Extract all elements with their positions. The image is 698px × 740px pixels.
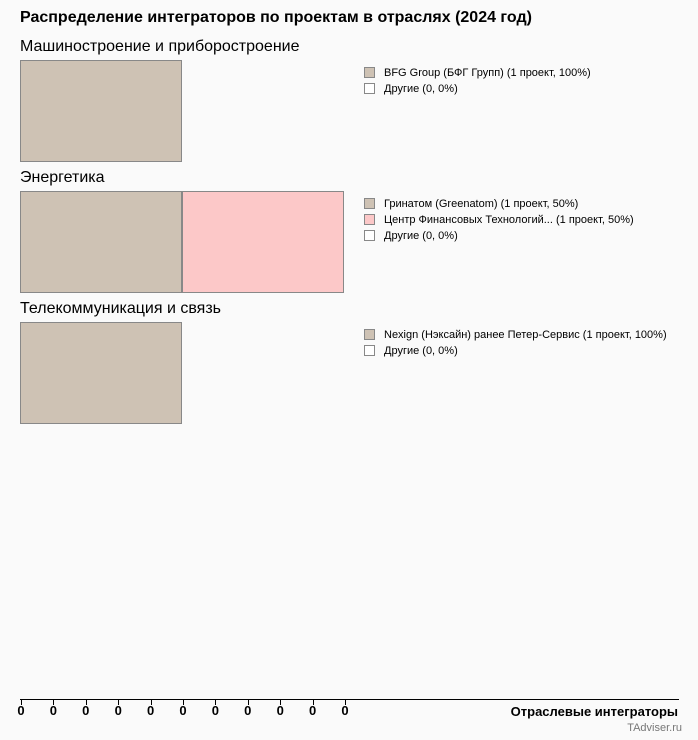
bar-segment[interactable]	[182, 191, 344, 293]
legend-label: Другие (0, 0%)	[384, 345, 458, 357]
group-title: Телекоммуникация и связь	[20, 300, 222, 317]
x-tick-label: 0	[211, 703, 219, 718]
x-axis-title: Отраслевые интеграторы	[510, 704, 678, 719]
bar-segment[interactable]	[20, 60, 182, 162]
legend-swatch	[364, 230, 375, 241]
legend-label: Nexign (Нэксайн) ранее Петер-Сервис (1 проект, 100%)	[384, 329, 667, 341]
bar-segment[interactable]	[20, 322, 182, 424]
x-tick-label: 0	[49, 703, 57, 718]
legend-swatch	[364, 214, 375, 225]
x-tick-label: 0	[179, 703, 187, 718]
legend-swatch	[364, 83, 375, 94]
legend-label: Другие (0, 0%)	[384, 230, 458, 242]
group-title: Энергетика	[20, 169, 105, 186]
bar-segment[interactable]	[20, 191, 182, 293]
group-title: Машиностроение и приборостроение	[20, 38, 300, 55]
x-tick-label: 0	[341, 703, 349, 718]
x-tick-label: 0	[17, 703, 25, 718]
legend-swatch	[364, 345, 375, 356]
x-tick-label: 0	[114, 703, 122, 718]
x-tick-label: 0	[146, 703, 155, 718]
x-tick-label: 0	[276, 703, 284, 718]
chart-title: Распределение интеграторов по проектам в отраслях (2024 год)	[20, 9, 532, 26]
x-tick-label: 0	[308, 703, 317, 718]
x-tick-label: 0	[244, 703, 252, 718]
legend-swatch	[364, 329, 375, 340]
legend-label: Гринатом (Greenatom) (1 проект, 50%)	[384, 198, 579, 210]
source-label: TAdviser.ru	[627, 722, 682, 734]
legend-label: Центр Финансовых Технологий... (1 проект, 50%)	[384, 214, 634, 226]
legend-swatch	[364, 198, 375, 209]
legend-label: BFG Group (БФГ Групп) (1 проект, 100%)	[384, 67, 591, 79]
legend-label: Другие (0, 0%)	[384, 83, 458, 95]
legend-swatch	[364, 67, 375, 78]
x-tick-label: 0	[82, 703, 90, 718]
